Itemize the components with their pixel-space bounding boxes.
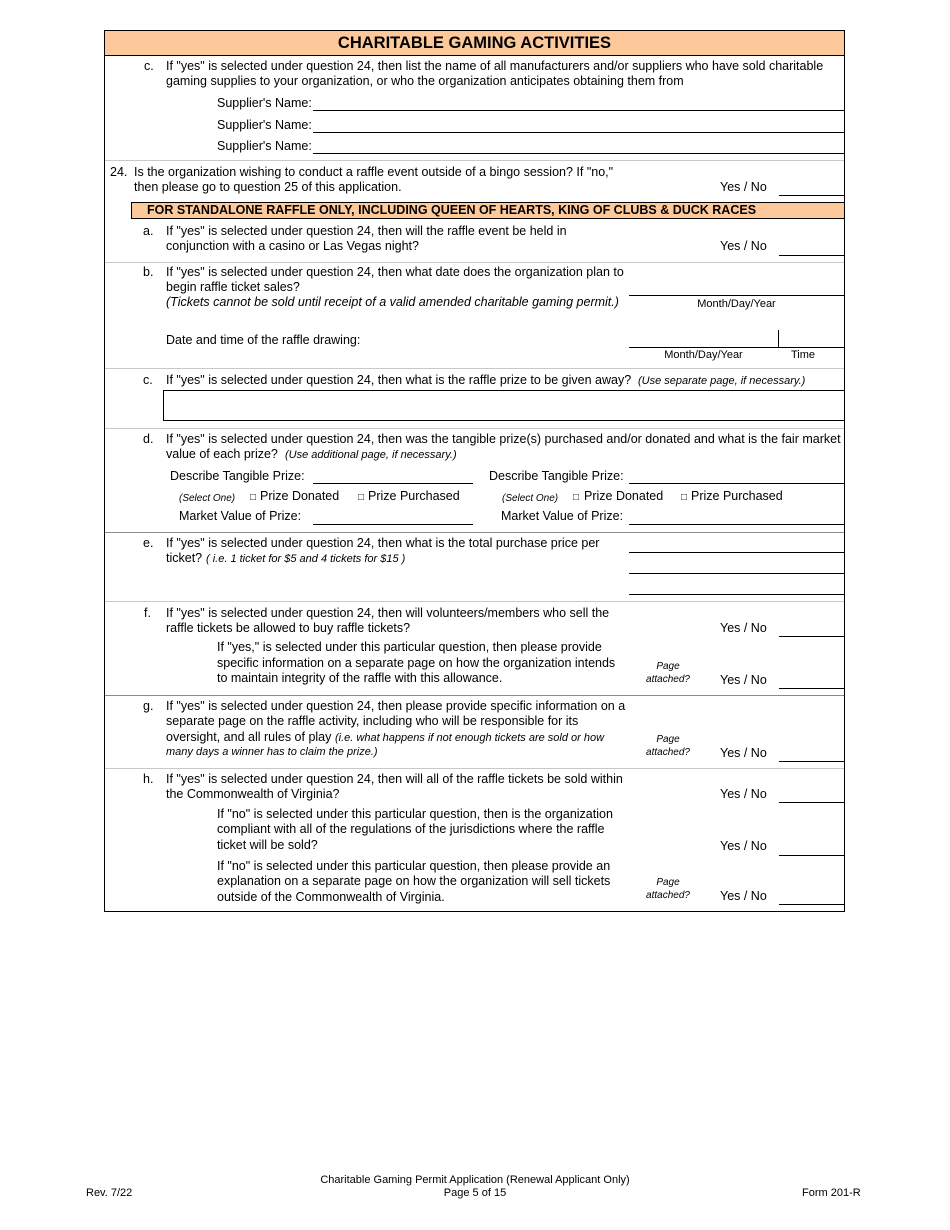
prize-purchased-label-1: Prize Purchased [368, 489, 460, 503]
qh-sub2-text-3: outside of the Commonwealth of Virginia. [217, 890, 445, 904]
market-value-label-1: Market Value of Prize: [179, 509, 302, 523]
qb-drawing-label: Date and time of the raffle drawing: [166, 333, 361, 347]
q23c-text-2: gaming supplies to your organization, or who the organization anticipates obtaining them from [166, 74, 684, 88]
qd-text-1: If "yes" is selected under question 24, then was the tangible prize(s) purchased and/or donated and what is the fair market [166, 432, 841, 446]
qa-letter: a. [143, 224, 154, 238]
qg-text-3: oversight, and all rules of play [166, 730, 332, 744]
divider [105, 428, 844, 429]
divider [105, 768, 844, 769]
qh-yes-no-label-3: Yes / No [720, 889, 767, 903]
supplier-name-field-1[interactable] [313, 110, 844, 111]
qg-note-1: (i.e. what happens if not enough tickets are sold or how [335, 732, 605, 744]
divider [105, 695, 844, 696]
qh-sub2-text-1: If "no" is selected under this particular question, then please provide an [217, 859, 611, 873]
footer-form-number: Form 201-R [802, 1187, 861, 1199]
market-value-field-1[interactable] [313, 524, 473, 525]
q23c-text-1: If "yes" is selected under question 24, then list the name of all manufacturers and/or suppliers who have sold charitable [166, 59, 824, 73]
date-caption: Month/Day/Year [697, 298, 776, 310]
describe-prize-label-2: Describe Tangible Prize: [489, 469, 624, 483]
qh-page-attached-field[interactable] [779, 904, 844, 905]
raffle-prize-field[interactable] [163, 390, 845, 421]
qf-answer-field[interactable] [779, 636, 844, 637]
qf-page-attached-1: Page [656, 661, 680, 672]
qa-answer-field[interactable] [779, 255, 844, 256]
supplier-label-2: Supplier's Name: [217, 118, 312, 132]
qf-sub-text-3: to maintain integrity of the raffle with this allowance. [217, 671, 503, 685]
divider [105, 368, 844, 369]
describe-prize-field-2[interactable] [629, 483, 844, 484]
q24-yes-no-label: Yes / No [720, 180, 767, 194]
time-caption: Time [790, 349, 816, 361]
qf-yes-no-label-2: Yes / No [720, 673, 767, 687]
prize-purchased-checkbox-2[interactable]: □ [681, 492, 688, 503]
qh-text-1: If "yes" is selected under question 24, then will all of the raffle tickets be sold within [166, 772, 623, 786]
divider [105, 262, 844, 263]
qd-text-2: value of each prize? [166, 447, 278, 461]
supplier-name-field-2[interactable] [313, 132, 844, 133]
qe-text-1: If "yes" is selected under question 24, then what is the total purchase price per [166, 536, 600, 550]
q24-number: 24. [110, 165, 128, 179]
qe-note: ( i.e. 1 ticket for $5 and 4 tickets for $15 ) [206, 553, 406, 565]
prize-donated-checkbox-1[interactable]: □ [250, 492, 257, 503]
describe-prize-field-1[interactable] [313, 483, 473, 484]
qc-note: (Use separate page, if necessary.) [638, 375, 806, 387]
qa-text-2: conjunction with a casino or Las Vegas night? [166, 239, 419, 253]
qh-sub1-text-3: ticket will be sold? [217, 838, 318, 852]
prize-purchased-label-2: Prize Purchased [691, 489, 783, 503]
prize-donated-label-2: Prize Donated [584, 489, 664, 503]
footer-title: Charitable Gaming Permit Application (Renewal Applicant Only) [320, 1174, 630, 1186]
footer-page-number: Page 5 of 15 [443, 1187, 507, 1199]
qf-yes-no-label: Yes / No [720, 621, 767, 635]
qf-sub-text-1: If "yes," is selected under this particular question, then please provide [217, 640, 602, 654]
section-title: CHARITABLE GAMING ACTIVITIES [105, 31, 844, 56]
prize-purchased-checkbox-1[interactable]: □ [358, 492, 365, 503]
qb-text-1: If "yes" is selected under question 24, then what date does the organization plan to [166, 265, 624, 279]
qg-letter: g. [143, 699, 154, 713]
standalone-raffle-header: FOR STANDALONE RAFFLE ONLY, INCLUDING QUEEN OF HEARTS, KING OF CLUBS & DUCK RACES [131, 202, 844, 219]
ticket-price-field-2[interactable] [629, 573, 844, 574]
prize-donated-label-1: Prize Donated [260, 489, 340, 503]
ticket-sales-date-field[interactable] [629, 295, 844, 296]
market-value-field-2[interactable] [629, 524, 844, 525]
divider [105, 532, 844, 533]
qb-note: (Tickets cannot be sold until receipt of a valid amended charitable gaming permit.) [166, 295, 619, 309]
ticket-price-field-1[interactable] [629, 552, 844, 553]
qd-letter: d. [143, 432, 154, 446]
qh-page-attached-1: Page [656, 877, 680, 888]
supplier-name-field-3[interactable] [313, 153, 844, 154]
footer-revision: Rev. 7/22 [86, 1187, 133, 1199]
describe-prize-label-1: Describe Tangible Prize: [170, 469, 305, 483]
select-one-label-2: (Select One) [502, 493, 559, 504]
qc-letter: c. [143, 373, 153, 387]
qh-answer-field[interactable] [779, 802, 844, 803]
qe-text-2: ticket? [166, 551, 203, 565]
qh-sub1-text-2: compliant with all of the regulations of the jurisdictions where the raffle [217, 822, 605, 836]
supplier-label-3: Supplier's Name: [217, 139, 312, 153]
q23c-letter: c. [144, 59, 154, 73]
q24-answer-field[interactable] [779, 195, 844, 196]
qh-yes-no-label-2: Yes / No [720, 839, 767, 853]
qa-yes-no-label: Yes / No [720, 239, 767, 253]
qa-text-1: If "yes" is selected under question 24, then will the raffle event be held in [166, 224, 567, 238]
divider [105, 160, 844, 161]
qg-text-1: If "yes" is selected under question 24, then please provide specific information on a [166, 699, 626, 713]
qg-yes-no-label: Yes / No [720, 746, 767, 760]
qh-sub1-text-1: If "no" is selected under this particular question, then is the organization [217, 807, 613, 821]
select-one-label-1: (Select One) [179, 493, 236, 504]
qh-letter: h. [143, 772, 154, 786]
qh-compliance-field[interactable] [779, 855, 844, 856]
qh-page-attached-2: attached? [646, 890, 690, 901]
qf-text-2: raffle tickets be allowed to buy raffle tickets? [166, 621, 411, 635]
prize-donated-checkbox-2[interactable]: □ [573, 492, 580, 503]
qh-sub2-text-2: explanation on a separate page on how the organization will sell tickets [217, 874, 611, 888]
qf-letter: f. [144, 606, 151, 620]
qf-text-1: If "yes" is selected under question 24, then will volunteers/members who sell the [166, 606, 610, 620]
qh-text-2: the Commonwealth of Virginia? [166, 787, 340, 801]
qg-page-attached-2: attached? [646, 747, 690, 758]
supplier-label-1: Supplier's Name: [217, 96, 312, 110]
qf-page-attached-2: attached? [646, 674, 690, 685]
qh-yes-no-label: Yes / No [720, 787, 767, 801]
qb-letter: b. [143, 265, 154, 279]
ticket-price-field-3[interactable] [629, 594, 844, 595]
qe-letter: e. [143, 536, 154, 550]
q24-text-1: Is the organization wishing to conduct a raffle event outside of a bingo session? If "no," [134, 165, 614, 179]
qg-note-2: many days a winner has to claim the prize.) [166, 746, 378, 758]
divider [105, 601, 844, 602]
qg-answer-field[interactable] [779, 761, 844, 762]
qg-text-2: separate page on the raffle activity, including who will be responsible for its [166, 714, 579, 728]
qg-page-attached-1: Page [656, 734, 680, 745]
qd-note: (Use additional page, if necessary.) [285, 449, 457, 461]
qf-sub-text-2: specific information on a separate page on how the organization intends [217, 656, 616, 670]
q24-text-2: then please go to question 25 of this application. [134, 180, 402, 194]
qc-text: If "yes" is selected under question 24, then what is the raffle prize to be given away? [166, 373, 632, 387]
market-value-label-2: Market Value of Prize: [501, 509, 624, 523]
date-time-divider [778, 330, 779, 347]
qf-page-attached-field[interactable] [779, 688, 844, 689]
date-caption-2: Month/Day/Year [664, 349, 743, 361]
qb-text-2: begin raffle ticket sales? [166, 280, 300, 294]
